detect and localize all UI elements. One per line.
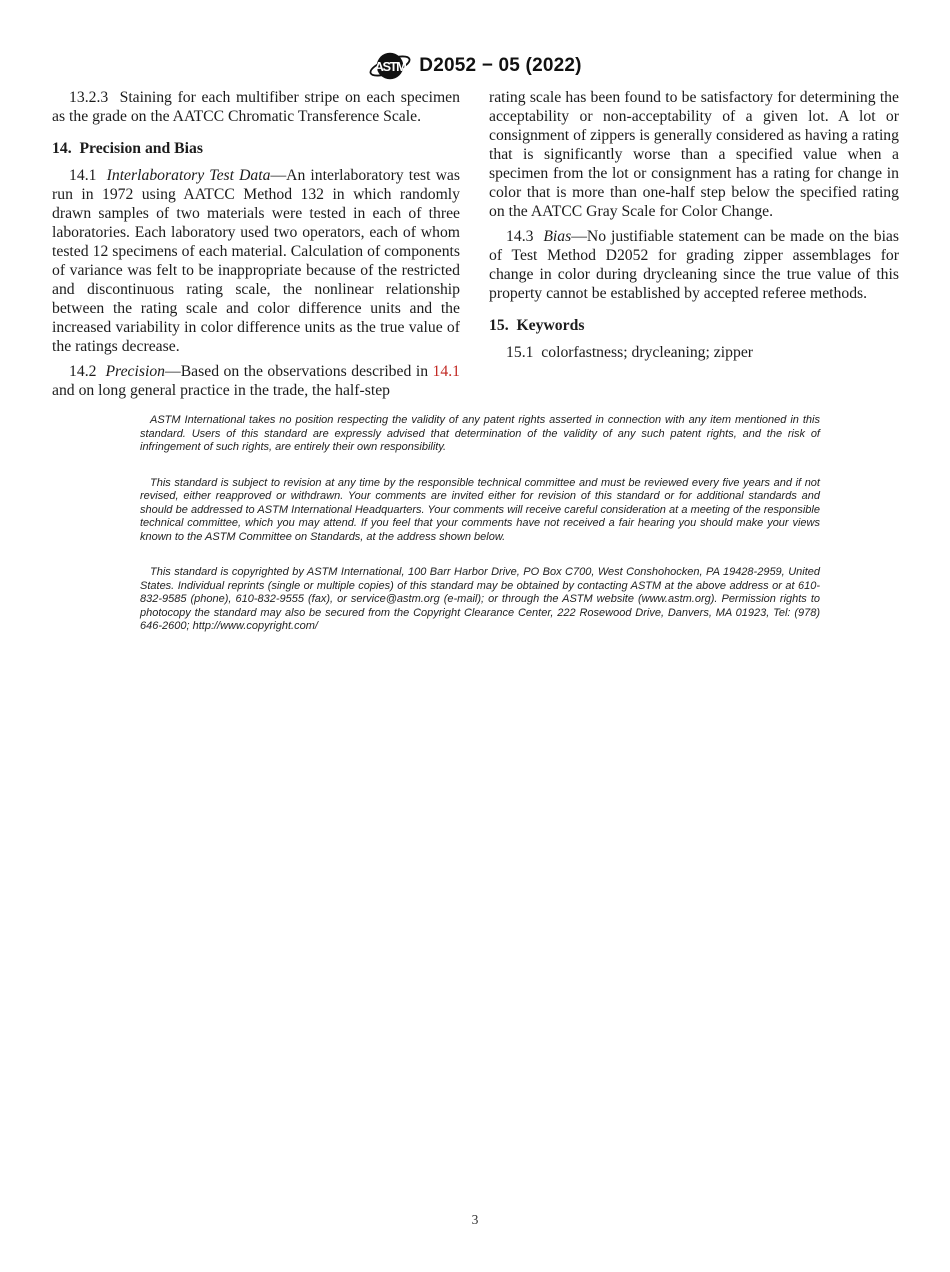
text-segment: 15.1 colorfastness; drycleaning; zipper <box>506 344 754 361</box>
text-segment: 14. Precision and Bias <box>52 140 203 157</box>
page-number: 3 <box>471 1212 479 1227</box>
paragraph <box>52 166 460 356</box>
paragraph <box>489 88 899 221</box>
text-segment: —An interlaboratory test was run in 1972 using AATCC Method 132 in which randomly drawn samples of two materials were tested in each of three laboratories. Each laboratory used two operators, each of whom tested 12 specimens of each material. Calculation of components of variance was felt to be inappropriate because of the restricted and discontinuous rating scale, the nonlinear relationship between the rating scale and color difference units and the increased variability in color difference units as the true value of the ratings decrease. <box>52 167 460 355</box>
legal-note: This standard is copyrighted by ASTM International, 100 Barr Harbor Drive, PO Box C700, West Conshohocken, PA 19428-2959, United States. Individual reprints (single or multiple copies) of this standard may be obtained by contacting ASTM at the above address or at 610-832-9585 (phone), 610-832-9555 (fax), or service@astm.org (e-mail); or through the ASTM website (www.astm.org). Permission rights to photocopy the standard may also be secured from the Copyright Clearance Center, 222 Rosewood Drive, Danvers, MA 01923, Tel: (978) 646-2600; http://www.copyright.com/ <box>140 566 820 632</box>
paragraph <box>489 343 899 362</box>
legal-note: ASTM International takes no position respecting the validity of any patent rights asserted in connection with any item mentioned in this standard. Users of this standard are expressly advised that determination of the validity of any such patent rights, and the risk of infringement of such rights, are entirely their own responsibility. <box>140 414 820 453</box>
text-segment: —No justifiable statement can be made on the bias of Test Method D2052 for grading zipper assemblages for change in color during drycleaning since the true value of this property cannot be established by accepted referee methods. <box>489 228 899 302</box>
svg-text:ASTM: ASTM <box>374 59 406 75</box>
text-segment: 13.2.3 Staining for each multifiber stripe on each specimen as the grade on the AATCC Chromatic Transference Scale. <box>52 89 460 125</box>
section-heading <box>489 316 899 335</box>
text-segment: 14.2 <box>69 363 106 380</box>
text-segment: rating scale has been found to be satisfactory for determining the acceptability or non-acceptability of a given lot. A lot or consignment of zippers is generally considered as having a rating that is significantly worse than a specified value when a specimen from the lot or consignment has a rating for change in color that is more than one-half step below the specified rating on the AATCC Gray Scale for Color Change. <box>489 89 899 220</box>
legal-note: This standard is subject to revision at any time by the responsible technical committee and must be reviewed every five years and if not revised, either reapproved or withdrawn. Your comments are invited either for revision of this standard or for additional standards and should be addressed to ASTM International Headquarters. Your comments will receive careful consideration at a meeting of the responsible technical committee, which you may attend. If you feel that your comments have not received a fair hearing you should make your views known to the ASTM Committee on Standards, at the address shown below. <box>140 476 820 543</box>
standard-designation: D2052 − 05 (2022) <box>419 55 582 76</box>
text-segment: 14.1 <box>69 167 107 184</box>
text-segment: 14.3 <box>506 228 544 245</box>
page-header <box>0 46 950 86</box>
text-segment: Precision <box>105 363 166 380</box>
text-segment: and on long general practice in the trade, the half-step <box>52 382 391 399</box>
body-column-left <box>52 88 460 406</box>
text-segment: 15. Keywords <box>489 317 585 334</box>
paragraph <box>489 227 899 303</box>
text-segment: Interlaboratory Test Data <box>106 167 271 184</box>
astm-logo <box>368 46 412 86</box>
cross-reference-link[interactable]: 14.1 <box>432 363 460 380</box>
body-column-right <box>489 88 899 368</box>
text-segment: —Based on the observations described in <box>165 363 433 380</box>
legal-footnotes <box>140 414 820 656</box>
text-segment: Bias <box>543 228 572 245</box>
paragraph <box>52 362 460 400</box>
paragraph <box>52 88 460 126</box>
section-heading <box>52 139 460 158</box>
